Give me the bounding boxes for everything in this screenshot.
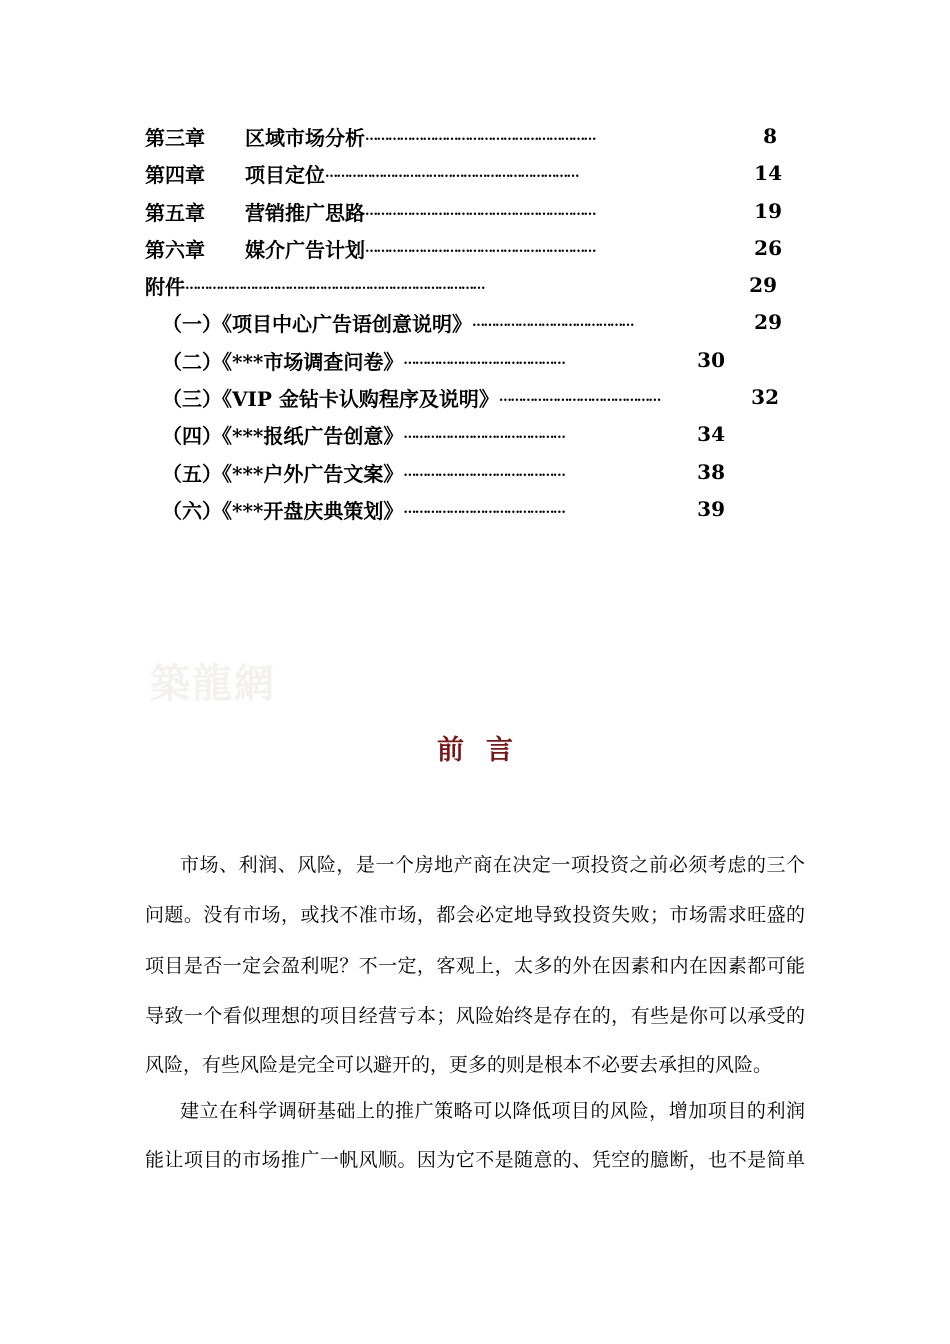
toc-leader-dots: …………………………………………………… (365, 240, 595, 256)
preface-line-7: 能让项目的市场推广一帆风顺。因为它不是随意的、凭空的臆断，也不是简单 (145, 1149, 805, 1171)
toc-page-number: 19 (754, 199, 782, 223)
toc-page-number: 26 (754, 236, 782, 260)
toc-appendix-item-title: （三）《VIP 金钻卡认购程序及说明》 (162, 386, 499, 411)
toc-entry-chapter-4[interactable] (145, 158, 782, 188)
toc-appendix-item-title: （二）《***市场调查问卷》 (162, 349, 404, 374)
toc-page-number: 8 (763, 124, 777, 148)
toc-chapter-number: 第六章 (145, 237, 205, 262)
toc-page-number: 34 (697, 422, 725, 446)
toc-leader-dots: …………………………………… (472, 314, 633, 330)
toc-chapter-title: 区域市场分析 (245, 125, 365, 150)
toc-chapter-number: 第三章 (145, 125, 205, 150)
toc-entry-appendix-4[interactable] (162, 419, 725, 449)
toc-entry-chapter-5[interactable] (145, 196, 782, 226)
preface-title: 前言 (437, 735, 535, 766)
toc-chapter-title: 项目定位 (245, 162, 325, 187)
toc-leader-dots: …………………………………… (403, 352, 565, 368)
preface-line-1: 市场、利润、风险，是一个房地产商在决定一项投资之前必须考虑的三个 (180, 854, 805, 876)
toc-appendix-item-title: （四）《***报纸广告创意》 (162, 423, 404, 448)
toc-entry-appendix-6[interactable] (162, 494, 725, 524)
toc-appendix-item-title: （五）《***户外广告文案》 (162, 461, 404, 486)
preface-line-5: 风险，有些风险是完全可以避开的，更多的则是根本不必要去承担的风险。 (145, 1054, 773, 1076)
toc-entry-chapter-3[interactable] (145, 121, 777, 151)
toc-entry-appendix-1[interactable] (162, 307, 782, 337)
toc-page-number: 38 (697, 460, 725, 484)
toc-leader-dots: …………………………………………………… (365, 128, 595, 144)
toc-entry-appendix-2[interactable] (162, 345, 725, 375)
toc-page-number: 39 (697, 497, 725, 521)
toc-page-number: 29 (749, 273, 777, 297)
toc-page-number: 30 (697, 348, 725, 372)
toc-leader-dots: …………………………………… (403, 501, 565, 517)
watermark: 築龍網 (150, 660, 276, 707)
preface-line-4: 导致一个看似理想的项目经营亏本；风险始终是存在的，有些是你可以承受的 (145, 1005, 805, 1027)
toc-page-number: 29 (754, 310, 782, 334)
toc-entry-appendix-5[interactable] (162, 457, 725, 487)
toc-chapter-title: 媒介广告计划 (245, 237, 365, 262)
preface-line-2: 问题。没有市场，或找不准市场，都会必定地导致投资失败；市场需求旺盛的 (145, 904, 805, 926)
toc-page-number: 32 (751, 385, 779, 409)
toc-leader-dots: …………………………………………………………………… (185, 277, 484, 293)
toc-appendix-title: 附件 (145, 274, 185, 299)
toc-leader-dots: …………………………………… (403, 426, 565, 442)
toc-appendix-item-title: （六）《***开盘庆典策划》 (162, 498, 404, 523)
preface-line-3: 项目是否一定会盈利呢？不一定，客观上，太多的外在因素和内在因素都可能 (145, 955, 805, 977)
toc-entry-appendix-3[interactable] (162, 382, 779, 412)
preface-line-6: 建立在科学调研基础上的推广策略可以降低项目的风险，增加项目的利润 (180, 1100, 805, 1122)
toc-entry-appendix[interactable] (145, 270, 777, 300)
toc-leader-dots: …………………………………………………… (365, 203, 595, 219)
toc-leader-dots: …………………………………… (403, 464, 565, 480)
toc-leader-dots: …………………………………… (498, 389, 660, 405)
toc-appendix-item-title: （一）《项目中心广告语创意说明》 (162, 311, 472, 336)
toc-chapter-number: 第五章 (145, 200, 205, 225)
toc-page-number: 14 (754, 161, 782, 185)
toc-entry-chapter-6[interactable] (145, 233, 782, 263)
toc-chapter-number: 第四章 (145, 162, 205, 187)
toc-chapter-title: 营销推广思路 (245, 200, 365, 225)
toc-leader-dots: ………………………………………………………… (325, 165, 578, 181)
